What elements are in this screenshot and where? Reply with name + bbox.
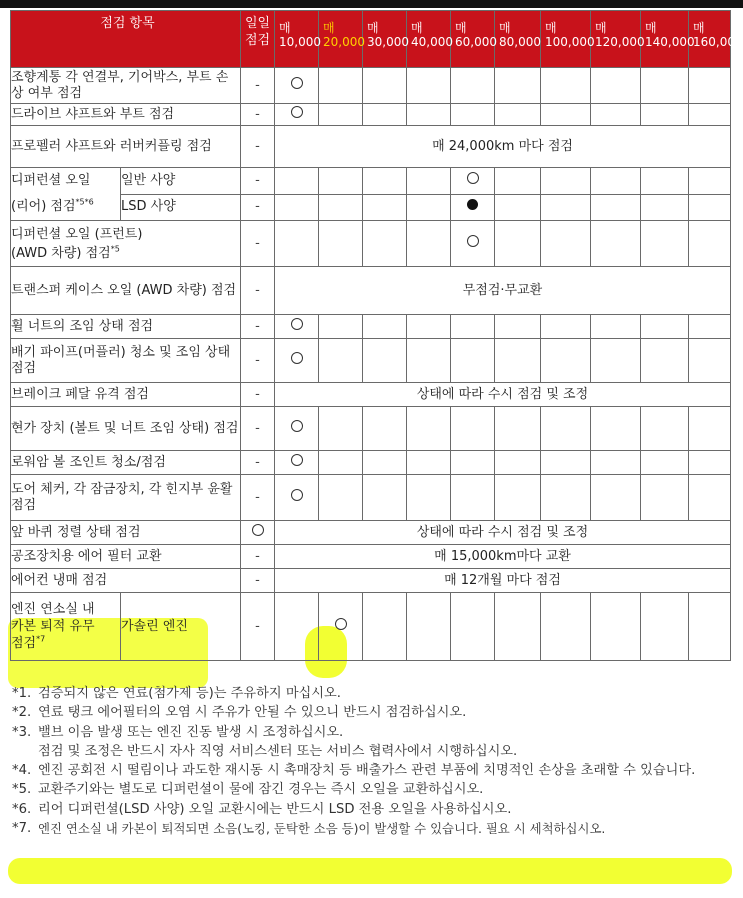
- circle-mark-icon: [335, 618, 347, 630]
- daily-cell: -: [241, 545, 275, 569]
- footnote-5: *5. 교환주기와는 별도로 디퍼런셜이 물에 잠긴 경우는 즉시 오일을 교환하십시오.: [12, 782, 484, 798]
- circle-mark-icon: [291, 77, 303, 89]
- row-item-label: 드라이브 샤프트와 부트 점검: [11, 104, 241, 126]
- footnotes: [12, 684, 734, 838]
- check-cell: [275, 104, 319, 126]
- daily-cell: -: [241, 339, 275, 383]
- row-item-label: 배기 파이프(머플러) 청소 및 조임 상태 점검: [11, 339, 241, 383]
- table-row: [11, 475, 731, 521]
- row-item-label: 로워암 볼 조인트 청소/점검: [11, 451, 241, 475]
- row-item-label: 현가 장치 (볼트 및 너트 조임 상태) 점검: [11, 407, 241, 451]
- table-row: [11, 104, 731, 126]
- row-item-label: 에어컨 냉매 점검: [11, 569, 241, 593]
- daily-cell: -: [241, 593, 275, 661]
- daily-cell: -: [241, 267, 275, 315]
- footnote-1: *1. 검증되지 않은 연료(첨가제 등)는 주유하지 마십시오.: [12, 686, 341, 701]
- check-cell: [275, 475, 319, 521]
- row-item-label: 휠 너트의 조임 상태 점검: [11, 315, 241, 339]
- span-note: 매 15,000km마다 교환: [275, 545, 731, 569]
- check-cell: [275, 68, 319, 104]
- maintenance-sheet: [0, 8, 743, 898]
- table-row: [11, 569, 731, 593]
- header-interval-120000: 매 120,000: [591, 11, 641, 68]
- daily-cell: [241, 521, 275, 545]
- daily-cell: -: [241, 104, 275, 126]
- daily-cell: -: [241, 475, 275, 521]
- table-row: [11, 68, 731, 104]
- row-subitem-label: LSD 사양: [121, 194, 241, 221]
- span-note: 상태에 따라 수시 점검 및 조정: [275, 521, 731, 545]
- daily-cell: -: [241, 221, 275, 267]
- table-row: [11, 383, 731, 407]
- circle-mark-icon: [291, 420, 303, 432]
- daily-cell: -: [241, 569, 275, 593]
- check-cell: [275, 407, 319, 451]
- circle-mark-icon: [291, 352, 303, 364]
- row-item-label: 엔진 연소실 내 카본 퇴적 유무 점검$^{*7}$: [11, 593, 121, 661]
- daily-cell: -: [241, 451, 275, 475]
- table-row: [11, 339, 731, 383]
- daily-cell: -: [241, 168, 275, 195]
- table-row: [11, 168, 731, 195]
- daily-cell: -: [241, 407, 275, 451]
- check-cell: [275, 451, 319, 475]
- table-row: [11, 545, 731, 569]
- filled-dot-icon: [467, 199, 478, 210]
- row-item-label: 도어 체커, 각 잠금장치, 각 힌지부 윤활 점검: [11, 475, 241, 521]
- circle-mark-icon: [291, 318, 303, 330]
- row-item-label: 프로펠러 샤프트와 러버커플링 점검: [11, 126, 241, 168]
- check-cell: [451, 194, 495, 221]
- daily-cell: -: [241, 126, 275, 168]
- header-item: 점검 항목: [11, 11, 241, 68]
- span-note: 매 24,000km 마다 점검: [275, 126, 731, 168]
- daily-cell: -: [241, 68, 275, 104]
- check-cell: [451, 221, 495, 267]
- row-item-label: 조향계통 각 연결부, 기어박스, 부트 손상 여부 점검: [11, 68, 241, 104]
- table-row: [11, 451, 731, 475]
- circle-mark-icon: [291, 489, 303, 501]
- row-item-label: 디퍼런셜 오일 (프런트) (AWD 차량) 점검$^{*5}$: [11, 221, 241, 267]
- table-row: [11, 267, 731, 315]
- table-row: [11, 407, 731, 451]
- header-interval-20000: 매 20,000: [319, 11, 363, 68]
- highlight-mark-footnote7: [8, 858, 732, 884]
- table-header-row: [11, 11, 731, 68]
- row-item-label: 브레이크 페달 유격 점검: [11, 383, 241, 407]
- daily-cell: -: [241, 315, 275, 339]
- table-row: [11, 521, 731, 545]
- table-row: [11, 593, 731, 661]
- footnote-3-cont: 점검 및 조정은 반드시 자사 직영 서비스센터 또는 서비스 협력사에서 시행하십시오.: [38, 743, 518, 759]
- maintenance-table: [10, 10, 743, 661]
- daily-cell: -: [241, 194, 275, 221]
- span-note: 상태에 따라 수시 점검 및 조정: [275, 383, 731, 407]
- table-row: [11, 221, 731, 267]
- circle-mark-icon: [291, 454, 303, 466]
- row-subitem-label: 가솔린 엔진: [121, 593, 241, 661]
- header-interval-100000: 매 100,000: [541, 11, 591, 68]
- check-cell: [275, 339, 319, 383]
- row-subitem-label: 일반 사양: [121, 168, 241, 195]
- span-note: 매 12개월 마다 점검: [275, 569, 731, 593]
- header-interval-140000: 매 140,000: [641, 11, 689, 68]
- header-interval-60000: 매 60,000: [451, 11, 495, 68]
- screen-top-bar: [0, 0, 743, 8]
- footnote-2: *2. 연료 탱크 에어필터의 오염 시 주유가 안될 수 있으니 반드시 점검하십시오.: [12, 705, 467, 721]
- header-interval-40000: 매 40,000: [407, 11, 451, 68]
- circle-mark-icon: [467, 235, 479, 247]
- row-item-label: 공조장치용 에어 필터 교환: [11, 545, 241, 569]
- check-cell: [275, 315, 319, 339]
- header-interval-160000: 매 160,000: [689, 11, 731, 68]
- header-interval-80000: 매 80,000: [495, 11, 541, 68]
- circle-mark-icon: [252, 524, 264, 536]
- row-item-label: 트랜스퍼 케이스 오일 (AWD 차량) 점검: [11, 267, 241, 315]
- row-item-label: 디퍼런셜 오일 (리어) 점검$^{*5*6}$: [11, 168, 121, 221]
- table-row: [11, 126, 731, 168]
- header-interval-30000: 매 30,000: [363, 11, 407, 68]
- table-row: [11, 315, 731, 339]
- footnote-7: *7. 엔진 연소실 내 카본이 퇴적되면 소음(노킹, 둔탁한 소음 등)이 발생할 수 있습니다. 필요 시 세척하십시오.: [12, 821, 606, 837]
- daily-cell: -: [241, 383, 275, 407]
- check-cell: [451, 168, 495, 195]
- footnote-6: *6. 리어 디퍼런셜(LSD 사양) 오일 교환시에는 반드시 LSD 전용 오일을 사용하십시오.: [12, 801, 512, 817]
- check-cell: [319, 593, 363, 661]
- circle-mark-icon: [291, 106, 303, 118]
- header-daily: 일일 점검: [241, 11, 275, 68]
- footnote-4: *4. 엔진 공회전 시 떨림이나 과도한 재시동 시 촉매장치 등 배출가스 관련 부품에 치명적인 손상을 초래할 수 있습니다.: [12, 763, 696, 779]
- header-interval-10000: 매 10,000: [275, 11, 319, 68]
- footnote-3: *3. 밸브 이음 발생 또는 엔진 진동 발생 시 조정하십시오.: [12, 724, 344, 740]
- circle-mark-icon: [467, 172, 479, 184]
- row-item-label: 앞 바퀴 정렬 상태 점검: [11, 521, 241, 545]
- span-note: 무점검·무교환: [275, 267, 731, 315]
